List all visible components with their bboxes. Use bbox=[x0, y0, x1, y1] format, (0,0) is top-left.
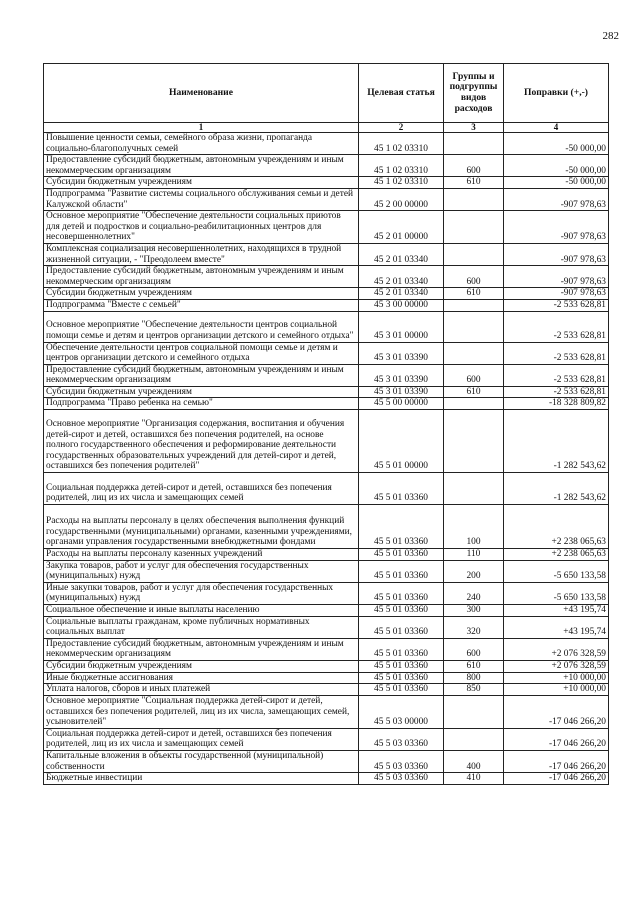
row-expense-group bbox=[444, 311, 504, 342]
header-amendments: Поправки (+,-) bbox=[504, 64, 609, 123]
table-row bbox=[44, 342, 609, 364]
row-amount: -2 533 628,81 bbox=[504, 342, 609, 364]
table-row bbox=[44, 695, 609, 728]
row-target-code: 45 5 01 03360 bbox=[359, 684, 444, 696]
row-expense-group: 800 bbox=[444, 672, 504, 684]
row-name: Основное мероприятие "Социальная поддержка детей-сирот и детей, оставшихся без попечения родителей, лиц из их числа, замещающих семей, усыновителей" bbox=[44, 695, 359, 728]
row-name: Расходы на выплаты персоналу казенных учреждений bbox=[44, 549, 359, 561]
table-body bbox=[44, 133, 609, 785]
table-row bbox=[44, 638, 609, 660]
table-row bbox=[44, 684, 609, 696]
table-row bbox=[44, 364, 609, 386]
row-target-code: 45 2 00 00000 bbox=[359, 188, 444, 210]
table-row bbox=[44, 661, 609, 673]
row-target-code: 45 2 01 03340 bbox=[359, 266, 444, 288]
row-name: Субсидии бюджетным учреждениям bbox=[44, 386, 359, 398]
row-amount: +10 000,00 bbox=[504, 684, 609, 696]
table-row bbox=[44, 243, 609, 265]
table-row bbox=[44, 672, 609, 684]
row-expense-group: 600 bbox=[444, 364, 504, 386]
row-target-code: 45 5 01 03360 bbox=[359, 672, 444, 684]
table-row bbox=[44, 398, 609, 410]
table-row bbox=[44, 605, 609, 617]
row-name: Субсидии бюджетным учреждениям bbox=[44, 661, 359, 673]
row-expense-group bbox=[444, 473, 504, 505]
row-name: Социальная поддержка детей-сирот и детей, оставшихся без попечения родителей, лиц из их числа и замещающих семей bbox=[44, 473, 359, 505]
row-target-code: 45 2 01 03340 bbox=[359, 288, 444, 300]
row-target-code: 45 2 01 03340 bbox=[359, 243, 444, 265]
row-target-code: 45 2 01 00000 bbox=[359, 211, 444, 244]
row-target-code: 45 5 01 03360 bbox=[359, 638, 444, 660]
header-name: Наименование bbox=[44, 64, 359, 123]
row-expense-group bbox=[444, 211, 504, 244]
row-amount: -17 046 266,20 bbox=[504, 773, 609, 785]
row-expense-group: 100 bbox=[444, 505, 504, 549]
row-amount: -907 978,63 bbox=[504, 266, 609, 288]
row-expense-group: 610 bbox=[444, 288, 504, 300]
row-amount: -2 533 628,81 bbox=[504, 299, 609, 311]
row-target-code: 45 5 01 03360 bbox=[359, 549, 444, 561]
table-row bbox=[44, 505, 609, 549]
row-target-code: 45 5 01 03360 bbox=[359, 605, 444, 617]
row-expense-group: 320 bbox=[444, 616, 504, 638]
table-row bbox=[44, 582, 609, 604]
row-amount: -2 533 628,81 bbox=[504, 386, 609, 398]
row-target-code: 45 3 00 00000 bbox=[359, 299, 444, 311]
row-target-code: 45 5 01 03360 bbox=[359, 582, 444, 604]
row-expense-group: 610 bbox=[444, 661, 504, 673]
row-expense-group: 400 bbox=[444, 750, 504, 772]
row-expense-group bbox=[444, 695, 504, 728]
row-target-code: 45 3 01 03390 bbox=[359, 342, 444, 364]
table-row bbox=[44, 188, 609, 210]
row-amount: -50 000,00 bbox=[504, 155, 609, 177]
row-amount: +43 195,74 bbox=[504, 605, 609, 617]
column-number: 2 bbox=[359, 123, 444, 133]
table-row bbox=[44, 410, 609, 473]
page-number: 282 bbox=[602, 30, 619, 42]
table-row bbox=[44, 728, 609, 750]
table-row bbox=[44, 299, 609, 311]
row-name: Подпрограмма "Вместе с семьей" bbox=[44, 299, 359, 311]
row-name: Повышение ценности семьи, семейного образа жизни, пропаганда социально-благополучных семей bbox=[44, 133, 359, 155]
row-name: Предоставление субсидий бюджетным, автономным учреждениям и иным некоммерческим организациям bbox=[44, 364, 359, 386]
header-row bbox=[44, 64, 609, 123]
row-expense-group: 240 bbox=[444, 582, 504, 604]
header-groups: Группы и подгруппы видов расходов bbox=[444, 64, 504, 123]
row-name: Основное мероприятие "Обеспечение деятельности центров социальной помощи семье и детям и центров организации детского и семейного отдыха" bbox=[44, 311, 359, 342]
row-amount: -907 978,63 bbox=[504, 243, 609, 265]
table-row bbox=[44, 773, 609, 785]
table-row bbox=[44, 211, 609, 244]
table-row bbox=[44, 750, 609, 772]
row-name: Социальная поддержка детей-сирот и детей, оставшихся без попечения родителей, лиц из их числа и замещающих семей bbox=[44, 728, 359, 750]
table-row bbox=[44, 560, 609, 582]
column-number: 3 bbox=[444, 123, 504, 133]
row-expense-group bbox=[444, 728, 504, 750]
row-name: Капитальные вложения в объекты государственной (муниципальной) собственности bbox=[44, 750, 359, 772]
table-row bbox=[44, 155, 609, 177]
row-target-code: 45 5 01 00000 bbox=[359, 410, 444, 473]
row-name: Расходы на выплаты персоналу в целях обеспечения выполнения функций государственными (муниципальными) органами, казенными учреждениями, органами управления государственными внебюджетными фондами bbox=[44, 505, 359, 549]
table-row bbox=[44, 549, 609, 561]
row-amount: -5 650 133,58 bbox=[504, 582, 609, 604]
row-name: Предоставление субсидий бюджетным, автономным учреждениям и иным некоммерческим организациям bbox=[44, 638, 359, 660]
row-amount: -50 000,00 bbox=[504, 177, 609, 189]
row-amount: +2 076 328,59 bbox=[504, 661, 609, 673]
row-amount: +2 238 065,63 bbox=[504, 549, 609, 561]
row-target-code: 45 5 03 00000 bbox=[359, 695, 444, 728]
row-name: Субсидии бюджетным учреждениям bbox=[44, 288, 359, 300]
row-target-code: 45 5 01 03360 bbox=[359, 616, 444, 638]
row-name: Закупка товаров, работ и услуг для обеспечения государственных (муниципальных) нужд bbox=[44, 560, 359, 582]
row-amount: -5 650 133,58 bbox=[504, 560, 609, 582]
row-target-code: 45 1 02 03310 bbox=[359, 133, 444, 155]
row-name: Бюджетные инвестиции bbox=[44, 773, 359, 785]
row-amount: -17 046 266,20 bbox=[504, 728, 609, 750]
row-target-code: 45 1 02 03310 bbox=[359, 177, 444, 189]
row-amount: -50 000,00 bbox=[504, 133, 609, 155]
row-amount: -907 978,63 bbox=[504, 288, 609, 300]
table-row bbox=[44, 311, 609, 342]
row-expense-group bbox=[444, 410, 504, 473]
row-expense-group bbox=[444, 398, 504, 410]
row-target-code: 45 5 03 03360 bbox=[359, 728, 444, 750]
table-row bbox=[44, 266, 609, 288]
row-target-code: 45 3 01 03390 bbox=[359, 364, 444, 386]
row-target-code: 45 5 03 03360 bbox=[359, 773, 444, 785]
row-expense-group: 410 bbox=[444, 773, 504, 785]
row-amount: -17 046 266,20 bbox=[504, 695, 609, 728]
row-expense-group: 600 bbox=[444, 266, 504, 288]
row-target-code: 45 3 01 00000 bbox=[359, 311, 444, 342]
table-row bbox=[44, 177, 609, 189]
table-row bbox=[44, 386, 609, 398]
row-name: Основное мероприятие "Организация содержания, воспитания и обучения детей-сирот и детей, оставшихся без попечения родителей, на основе полного государственного обеспечения и реформирование деятельности государственных образовательных учреждений для детей-сирот и детей, оставшихся без попечения родителей" bbox=[44, 410, 359, 473]
table-row bbox=[44, 288, 609, 300]
row-amount: -1 282 543,62 bbox=[504, 410, 609, 473]
row-expense-group bbox=[444, 299, 504, 311]
row-amount: -2 533 628,81 bbox=[504, 364, 609, 386]
row-amount: -2 533 628,81 bbox=[504, 311, 609, 342]
row-expense-group bbox=[444, 188, 504, 210]
row-amount: +43 195,74 bbox=[504, 616, 609, 638]
row-name: Обеспечение деятельности центров социальной помощи семье и детям и центров организации детского и семейного отдыха bbox=[44, 342, 359, 364]
row-name: Иные закупки товаров, работ и услуг для обеспечения государственных (муниципальных) нужд bbox=[44, 582, 359, 604]
row-target-code: 45 5 03 03360 bbox=[359, 750, 444, 772]
row-expense-group bbox=[444, 243, 504, 265]
row-target-code: 45 5 00 00000 bbox=[359, 398, 444, 410]
row-amount: -907 978,63 bbox=[504, 211, 609, 244]
row-expense-group bbox=[444, 342, 504, 364]
row-name: Подпрограмма "Развитие системы социального обслуживания семьи и детей Калужской области" bbox=[44, 188, 359, 210]
row-amount: -18 328 809,82 bbox=[504, 398, 609, 410]
table-row bbox=[44, 473, 609, 505]
row-amount: -907 978,63 bbox=[504, 188, 609, 210]
table-row bbox=[44, 616, 609, 638]
row-name: Предоставление субсидий бюджетным, автономным учреждениям и иным некоммерческим организациям bbox=[44, 155, 359, 177]
row-target-code: 45 5 01 03360 bbox=[359, 560, 444, 582]
row-name: Субсидии бюджетным учреждениям bbox=[44, 177, 359, 189]
row-expense-group: 610 bbox=[444, 177, 504, 189]
row-target-code: 45 5 01 03360 bbox=[359, 505, 444, 549]
row-expense-group: 110 bbox=[444, 549, 504, 561]
column-number: 1 bbox=[44, 123, 359, 133]
row-name: Комплексная социализация несовершеннолетних, находящихся в трудной жизненной ситуации, - "Преодолеем вместе" bbox=[44, 243, 359, 265]
row-expense-group: 600 bbox=[444, 155, 504, 177]
row-amount: -1 282 543,62 bbox=[504, 473, 609, 505]
row-expense-group: 200 bbox=[444, 560, 504, 582]
row-target-code: 45 1 02 03310 bbox=[359, 155, 444, 177]
row-expense-group bbox=[444, 133, 504, 155]
row-name: Подпрограмма "Право ребенка на семью" bbox=[44, 398, 359, 410]
row-amount: +10 000,00 bbox=[504, 672, 609, 684]
column-number: 4 bbox=[504, 123, 609, 133]
budget-table bbox=[43, 63, 609, 785]
row-expense-group: 300 bbox=[444, 605, 504, 617]
row-amount: +2 076 328,59 bbox=[504, 638, 609, 660]
row-expense-group: 600 bbox=[444, 638, 504, 660]
row-name: Социальные выплаты гражданам, кроме публичных нормативных социальных выплат bbox=[44, 616, 359, 638]
row-expense-group: 610 bbox=[444, 386, 504, 398]
row-name: Уплата налогов, сборов и иных платежей bbox=[44, 684, 359, 696]
row-name: Социальное обеспечение и иные выплаты населению bbox=[44, 605, 359, 617]
row-amount: -17 046 266,20 bbox=[504, 750, 609, 772]
table-row bbox=[44, 133, 609, 155]
row-expense-group: 850 bbox=[444, 684, 504, 696]
row-name: Основное мероприятие "Обеспечение деятельности социальных приютов для детей и подростков и социально-реабилитационных центров для несовершеннолетних" bbox=[44, 211, 359, 244]
row-name: Предоставление субсидий бюджетным, автономным учреждениям и иным некоммерческим организациям bbox=[44, 266, 359, 288]
row-target-code: 45 5 01 03360 bbox=[359, 473, 444, 505]
row-target-code: 45 5 01 03360 bbox=[359, 661, 444, 673]
row-name: Иные бюджетные ассигнования bbox=[44, 672, 359, 684]
column-number-row bbox=[44, 123, 609, 133]
header-target: Целевая статья bbox=[359, 64, 444, 123]
row-amount: +2 238 065,63 bbox=[504, 505, 609, 549]
row-target-code: 45 3 01 03390 bbox=[359, 386, 444, 398]
